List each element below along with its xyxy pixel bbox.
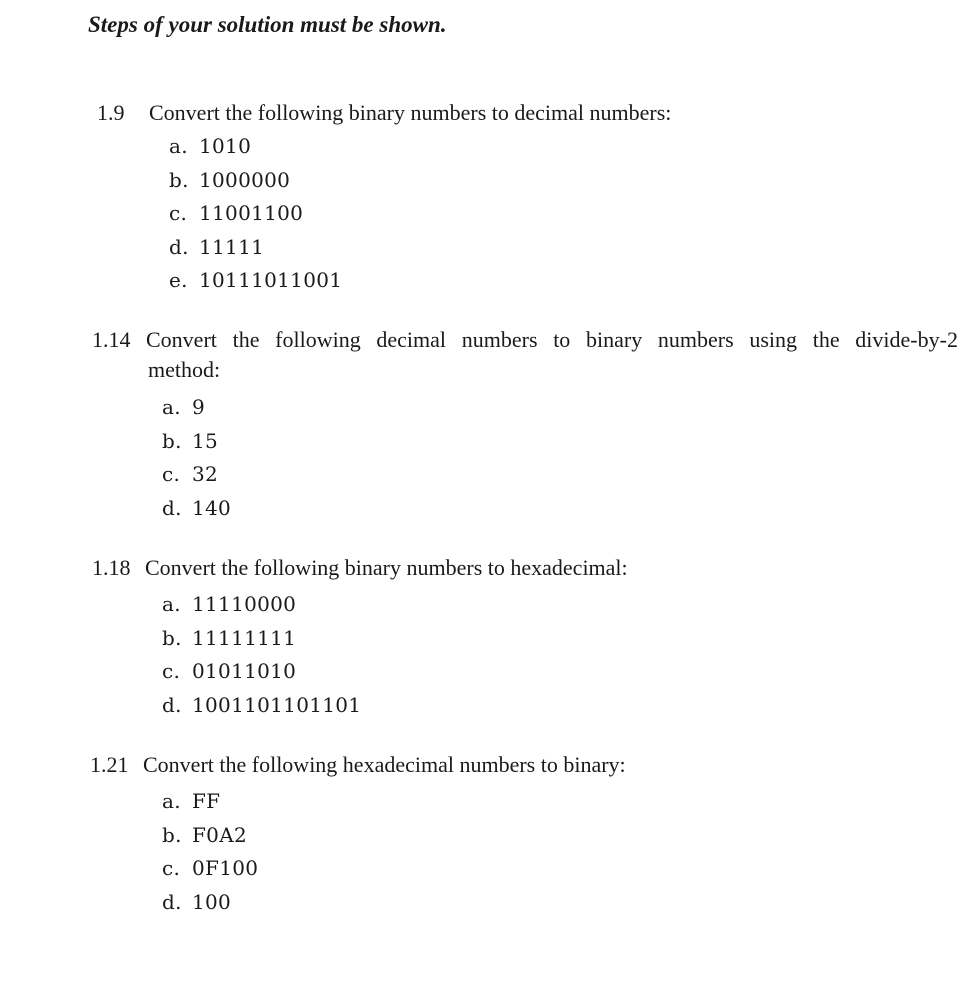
problem-1-14 — [92, 325, 958, 525]
problem-word: Convert — [146, 327, 217, 352]
problem-text-continued: method: — [148, 357, 221, 382]
item-letter: b. — [162, 625, 182, 650]
list-item — [162, 622, 628, 656]
problem-text: Convert the following binary numbers to decimal numbers: — [149, 100, 672, 125]
list-item — [162, 492, 958, 526]
item-value: 9 — [192, 395, 206, 419]
list-item — [162, 391, 958, 425]
problem-word: binary — [586, 327, 643, 352]
problem-word: divide-by-2 — [855, 327, 958, 352]
item-letter: c. — [169, 201, 188, 225]
item-letter: a. — [162, 395, 181, 419]
problem-word: using — [749, 327, 798, 352]
problem-word: to — [553, 327, 571, 352]
item-value: 0F100 — [192, 856, 259, 880]
problem-word: the — [232, 327, 260, 352]
problem-number: 1.14 — [92, 327, 131, 352]
item-letter: b. — [162, 822, 182, 847]
problem-word: the — [812, 327, 840, 352]
list-item — [162, 655, 628, 689]
list-item — [169, 130, 671, 164]
item-value: 100 — [192, 889, 232, 914]
problem-statement — [92, 553, 628, 583]
list-item — [162, 785, 626, 819]
item-letter: d. — [162, 495, 182, 520]
item-value: 1010 — [199, 134, 252, 158]
list-item — [162, 819, 626, 853]
item-letter: d. — [162, 889, 182, 914]
problem-text: Convert the following binary numbers to hexadecimal: — [145, 555, 628, 580]
list-item — [162, 588, 628, 622]
list-item — [162, 886, 626, 920]
item-value: 10111011001 — [199, 268, 343, 292]
problem-text — [146, 325, 958, 355]
problem-items — [162, 785, 626, 919]
item-value: 140 — [192, 495, 232, 520]
list-item — [162, 852, 626, 886]
problem-number: 1.9 — [97, 100, 125, 125]
problem-1-9 — [97, 98, 671, 298]
list-item — [162, 425, 958, 459]
list-item — [169, 164, 671, 198]
instructions-heading: Steps of your solution must be shown. — [88, 12, 447, 37]
problem-statement — [90, 750, 626, 780]
list-item — [162, 458, 958, 492]
item-value: 1000000 — [199, 167, 291, 192]
list-item — [169, 231, 671, 265]
item-value: 11111 — [199, 234, 265, 259]
item-letter: c. — [162, 462, 181, 486]
list-item — [169, 197, 671, 231]
item-value: F0A2 — [192, 822, 247, 847]
item-letter: d. — [162, 692, 182, 717]
item-letter: c. — [162, 856, 181, 880]
item-value: 15 — [192, 428, 219, 453]
problem-items — [162, 391, 958, 525]
item-value: 11111111 — [192, 625, 297, 650]
item-value: 11110000 — [192, 592, 297, 616]
problem-items — [162, 588, 628, 722]
item-letter: a. — [162, 789, 181, 813]
item-letter: b. — [162, 428, 182, 453]
item-letter: d. — [169, 234, 189, 259]
item-letter: a. — [169, 134, 188, 158]
problem-number: 1.18 — [92, 555, 131, 580]
list-item — [169, 264, 671, 298]
item-letter: a. — [162, 592, 181, 616]
item-value: 1001101101101 — [192, 692, 362, 717]
problem-items — [169, 130, 671, 298]
item-letter: b. — [169, 167, 189, 192]
problem-word: decimal — [376, 327, 447, 352]
problem-statement — [97, 98, 671, 128]
item-value: 32 — [192, 462, 219, 486]
item-value: FF — [192, 789, 221, 813]
item-letter: e. — [169, 268, 188, 292]
problem-text: Convert the following hexadecimal numbers to binary: — [143, 752, 626, 777]
problem-word: numbers — [461, 327, 538, 352]
problem-word: following — [275, 327, 361, 352]
problem-statement — [92, 325, 958, 355]
item-value: 11001100 — [199, 201, 304, 225]
problem-1-18 — [92, 553, 628, 722]
list-item — [162, 689, 628, 723]
problem-number: 1.21 — [90, 752, 129, 777]
item-value: 01011010 — [192, 659, 297, 683]
item-letter: c. — [162, 659, 181, 683]
problem-1-21 — [90, 750, 626, 919]
problem-word: numbers — [657, 327, 734, 352]
